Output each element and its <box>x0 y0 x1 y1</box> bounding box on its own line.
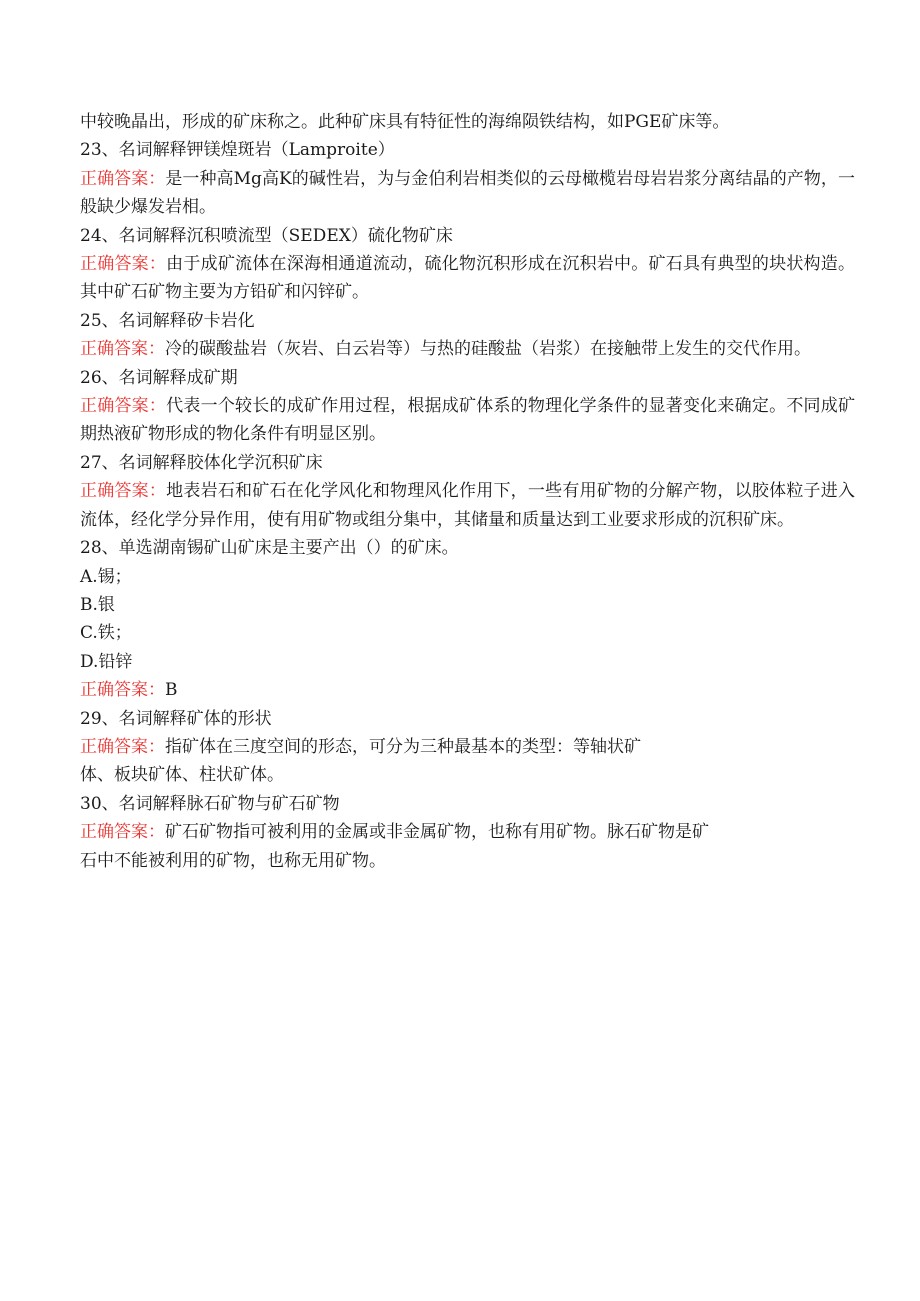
answer-block <box>80 165 855 222</box>
intro-text: 中较晚晶出，形成的矿床称之。此种矿床具有特征性的海绵陨铁结构，如PGE矿床等。 <box>80 112 730 132</box>
answer-text: 指矿体在三度空间的形态，可分为三种最基本的类型：等轴状矿 <box>165 736 641 757</box>
answer-label: 正确答案： <box>80 680 165 701</box>
option-b: B.银 <box>80 594 115 615</box>
answer-label: 正确答案： <box>80 736 165 757</box>
answer-label: 正确答案： <box>80 168 166 189</box>
question-title: 25、名词解释矽卡岩化 <box>80 310 255 331</box>
answer-block <box>80 250 855 307</box>
question-title: 30、名词解释脉石矿物与矿石矿物 <box>80 793 340 814</box>
option-c: C.铁； <box>80 623 132 644</box>
question-title: 24、名词解释沉积喷流型（SEDEX）硫化物矿床 <box>80 225 453 246</box>
answer-block <box>80 477 855 534</box>
answer-text: 地表岩石和矿石在化学风化和物理风化作用下，一些有用矿物的分解产物，以胶体粒子进入流体，经化学分异作用，使有用矿物或组分集中，其储量和质量达到工业要求形成的沉积矿床。 <box>80 481 856 530</box>
answer-label: 正确答案： <box>80 822 165 843</box>
answer-block <box>80 335 855 363</box>
question-title: 26、名词解释成矿期 <box>80 367 238 388</box>
answer-block <box>80 392 855 449</box>
answer-text-continued: 石中不能被利用的矿物，也称无用矿物。 <box>80 850 386 871</box>
question-title: 28、单选湖南锡矿山矿床是主要产出（）的矿床。 <box>80 538 459 559</box>
answer-text: 由于成矿流体在深海相通道流动，硫化物沉积形成在沉积岩中。矿石具有典型的块状构造。其中矿石矿物主要为方铅矿和闪锌矿。 <box>80 254 856 303</box>
answer-text: 是一种高Mg高K的碱性岩，为与金伯利岩相类似的云母橄榄岩母岩岩浆分离结晶的产物，一般缺少爆发岩相。 <box>80 168 855 218</box>
answer-block <box>80 818 855 846</box>
answer-text-continued: 体、板块矿体、柱状矿体。 <box>80 765 284 786</box>
answer-text: 代表一个较长的成矿作用过程，根据成矿体系的物理化学条件的显著变化来确定。不同成矿期热液矿物形成的物化条件有明显区别。 <box>80 396 856 445</box>
question-title: 23、名词解释钾镁煌斑岩（Lamproite） <box>80 140 395 161</box>
option-d: D.铅锌 <box>80 651 133 672</box>
answer-label: 正确答案： <box>80 254 167 275</box>
option-a: A.锡； <box>80 566 132 587</box>
document-page <box>80 108 855 875</box>
question-title: 27、名词解释胶体化学沉积矿床 <box>80 452 323 473</box>
answer-block <box>80 676 855 704</box>
answer-label: 正确答案： <box>80 396 167 417</box>
answer-label: 正确答案： <box>80 339 165 360</box>
answer-text: 矿石矿物指可被利用的金属或非金属矿物，也称有用矿物。脉石矿物是矿 <box>165 822 709 843</box>
answer-text: B <box>165 680 178 701</box>
answer-text: 冷的碳酸盐岩（灰岩、白云岩等）与热的硅酸盐（岩浆）在接触带上发生的交代作用。 <box>165 339 811 360</box>
answer-label: 正确答案： <box>80 481 167 502</box>
answer-block <box>80 733 855 761</box>
question-title: 29、名词解释矿体的形状 <box>80 708 272 729</box>
